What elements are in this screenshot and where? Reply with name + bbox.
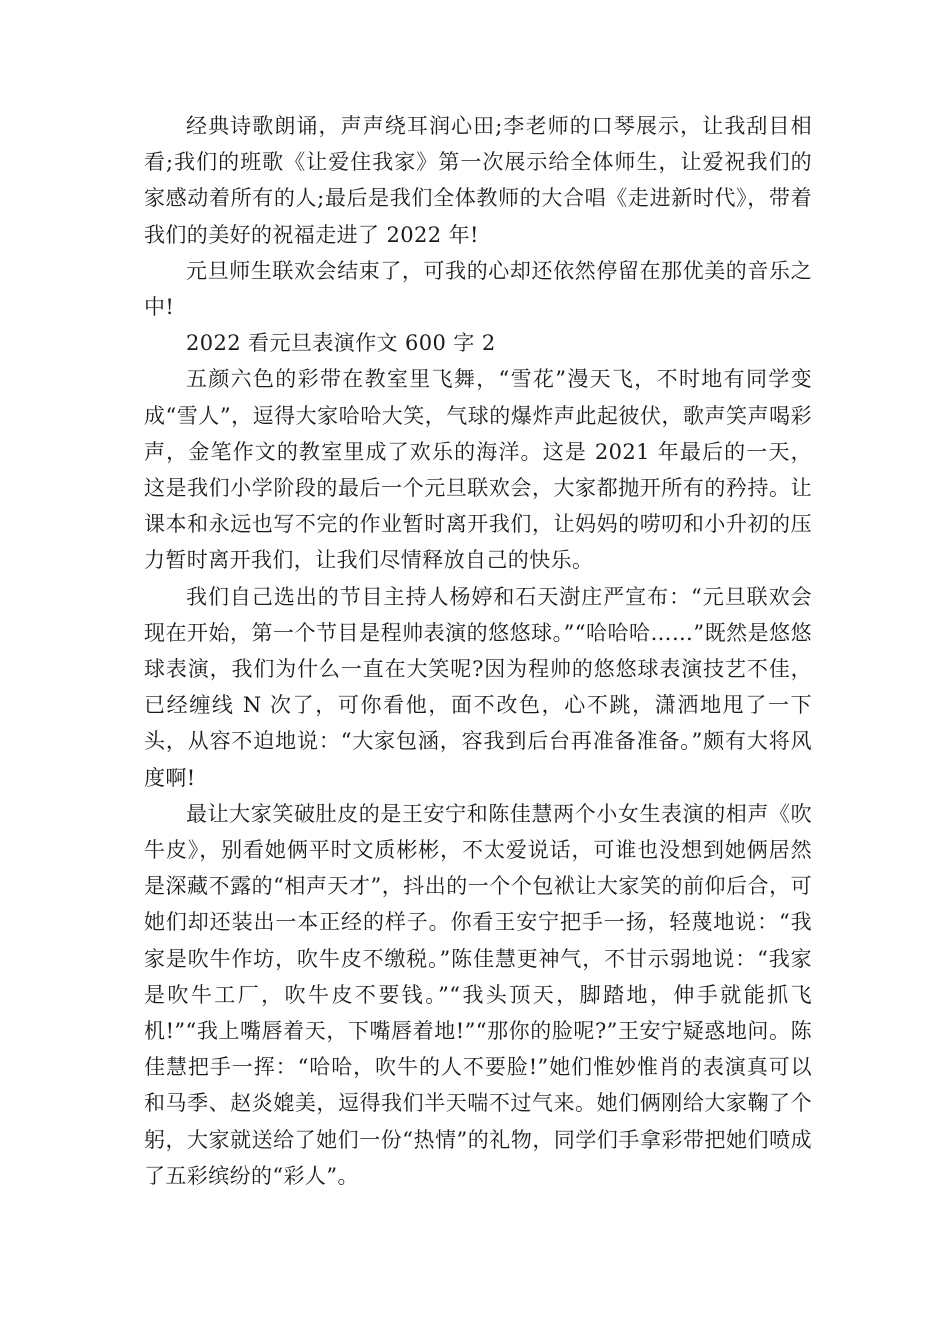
paragraph-yoyo: 我们自己选出的节目主持人杨婷和石天澍庄严宣布：“元旦联欢会现在开始，第一个节目是程帅表演的悠悠球。”“哈哈哈……”既然是悠悠球表演，我们为什么一直在大笑呢?因为程帅的悠悠球表演技艺不佳，已经缠线 N 次了，可你看他，面不改色，心不跳，潇洒地甩了一下头，从容不迫地说：“大家包涵，容我到后台再准备准备。”颇有大将风度啊!	[144, 584, 812, 790]
paragraph-ending: 元旦师生联欢会结束了，可我的心却还依然停留在那优美的音乐之中!	[144, 258, 812, 320]
paragraph-poetry: 经典诗歌朗诵，声声绕耳润心田;李老师的口琴展示，让我刮目相看;我们的班歌《让爱住我家》第一次展示给全体师生，让爱祝我们的家感动着所有的人;最后是我们全体教师的大合唱《走进新时代》，带着我们的美好的祝福走进了 2022 年!	[144, 114, 812, 247]
paragraph-ribbons: 五颜六色的彩带在教室里飞舞，“雪花”漫天飞，不时地有同学变成“雪人”，逗得大家哈哈大笑，气球的爆炸声此起彼伏，歌声笑声喝彩声，金笔作文的教室里成了欢乐的海洋。这是 2021 年最后的一天，这是我们小学阶段的最后一个元旦联欢会，大家都抛开所有的矜持。让课本和永远也写不完的作业暂时离开我们，让妈妈的唠叨和小升初的压力暂时离开我们，让我们尽情释放自己的快乐。	[144, 367, 812, 573]
essay-heading: 2022 看元旦表演作文 600 字 2	[186, 331, 496, 356]
document-body	[144, 108, 812, 1194]
paragraph-crosstalk: 最让大家笑破肚皮的是王安宁和陈佳慧两个小女生表演的相声《吹牛皮》，别看她俩平时文质彬彬，不太爱说话，可谁也没想到她俩居然是深藏不露的“相声天才”，抖出的一个个包袱让大家笑的前仰后合，可她们却还装出一本正经的样子。你看王安宁把手一扬，轻蔑地说：“我家是吹牛作坊，吹牛皮不缴税。”陈佳慧更神气，不甘示弱地说：“我家是吹牛工厂，吹牛皮不要钱。”“我头顶天，脚踏地，伸手就能抓飞机!”“我上嘴唇着天，下嘴唇着地!”“那你的脸呢?”王安宁疑惑地问。陈佳慧把手一挥：“哈哈，吹牛的人不要脸!”她们惟妙惟肖的表演真可以和马季、赵炎媲美，逗得我们半天喘不过气来。她们俩刚给大家鞠了个躬，大家就送给了她们一份“热情”的礼物，同学们手拿彩带把她们喷成了五彩缤纷的“彩人”。	[144, 801, 812, 1188]
